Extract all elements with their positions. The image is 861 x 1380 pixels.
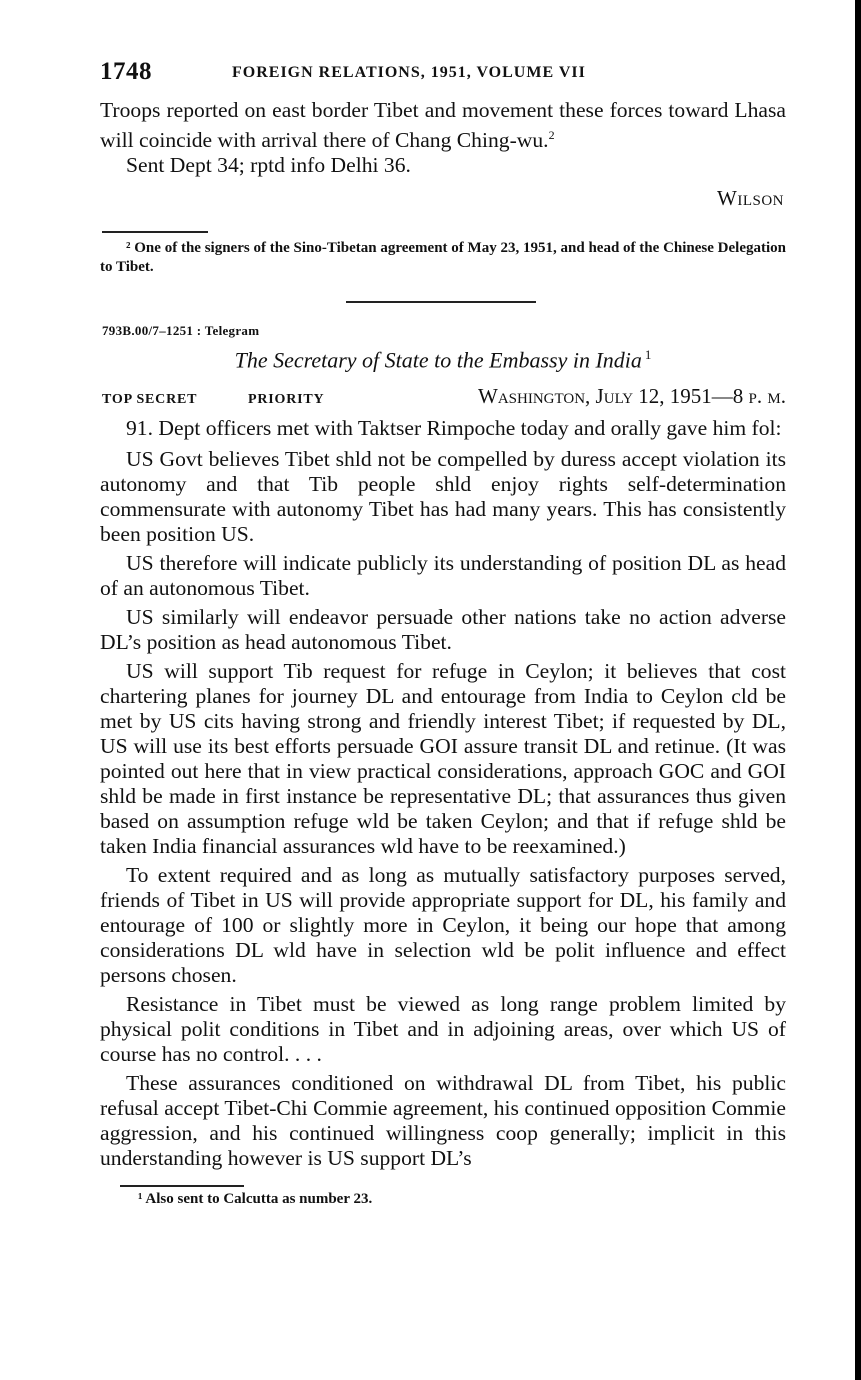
footnote-1: ¹ Also sent to Calcutta as number 23. <box>138 1190 373 1207</box>
place-date: Washington, July 12, 1951—8 p. m. <box>478 383 786 408</box>
body-paragraph: These assurances conditioned on withdrawal DL from Tibet, his public refusal accept Tibet-Chi Commie agreement, his continued opposition Commie aggression, and his continued willingness coop generally; implicit in this understanding however is US support DL’s <box>100 1070 786 1170</box>
body-paragraph: 91. Dept officers met with Taktser Rimpoche today and orally gave him fol: <box>126 415 782 440</box>
scan-edge <box>855 0 861 1380</box>
running-title: FOREIGN RELATIONS, 1951, VOLUME VII <box>232 64 586 81</box>
footnote-divider <box>120 1185 244 1187</box>
precedence: PRIORITY <box>248 391 325 407</box>
footnote-divider <box>102 231 208 233</box>
page-header <box>100 56 786 92</box>
telegram-body <box>100 416 786 1171</box>
document-page <box>100 56 786 1208</box>
classification: TOP SECRET <box>102 391 198 407</box>
file-reference: 793B.00/7–1251 : Telegram <box>102 323 260 339</box>
footnote-ref-2: 2 <box>548 128 555 142</box>
sent-line: Sent Dept 34; rptd info Delhi 36. <box>126 153 411 178</box>
signature: Wilson <box>717 186 784 211</box>
footnote-ref-1: 1 <box>644 347 652 363</box>
page-number: 1748 <box>100 58 152 85</box>
body-paragraph: US therefore will indicate publicly its understanding of position DL as head of an autonomous Tibet. <box>100 550 786 600</box>
body-paragraph: Resistance in Tibet must be viewed as long range problem limited by physical polit conditions in Tibet and in adjoining areas, over which US of course has no control. . . . <box>100 991 786 1066</box>
telegram-meta <box>100 384 786 414</box>
continued-text: Troops reported on east border Tibet and movement these forces toward Lhasa will coincide with arrival there of Chang Ching-wu. <box>100 98 786 153</box>
document-title-text: The Secretary of State to the Embassy in India <box>234 347 642 373</box>
body-paragraph: US will support Tib request for refuge in Ceylon; it believes that cost chartering planes for journey DL and entourage from India to Ceylon cld be met by US cits having strong and friendly interest Tibet; if requested by DL, US will use its best efforts persuade GOI assure transit DL and retinue. (It was pointed out here that in view practical considerations, approach GOC and GOI shld be made in first instance be representative DL; that assurances thus given based on assumption refuge wld be taken Ceylon; and that if refuge shld be taken India financial assurances wld have to be reexamined.) <box>100 658 786 858</box>
body-paragraph: To extent required and as long as mutually satisfactory purposes served, friends of Tibet in US will provide appropriate support for DL, his family and entourage of 100 or slightly more in Ceylon, it being our hope that among considerations DL wld have in selection wld be polit influence and effect persons chosen. <box>100 862 786 987</box>
document-title <box>100 347 786 373</box>
body-paragraph: US similarly will endeavor persuade other nations take no action adverse DL’s position as head autonomous Tibet. <box>100 604 786 654</box>
section-divider <box>346 301 536 303</box>
body-paragraph: US Govt believes Tibet shld not be compelled by duress accept violation its autonomy and that Tib people shld enjoy rights self-determination commensurate with autonomy Tibet has had many years. This has consistently been position US. <box>100 446 786 546</box>
continued-paragraph <box>100 98 786 153</box>
footnote-2: ² One of the signers of the Sino-Tibetan agreement of May 23, 1951, and head of the Chinese Delegation to Tibet. <box>100 240 786 276</box>
